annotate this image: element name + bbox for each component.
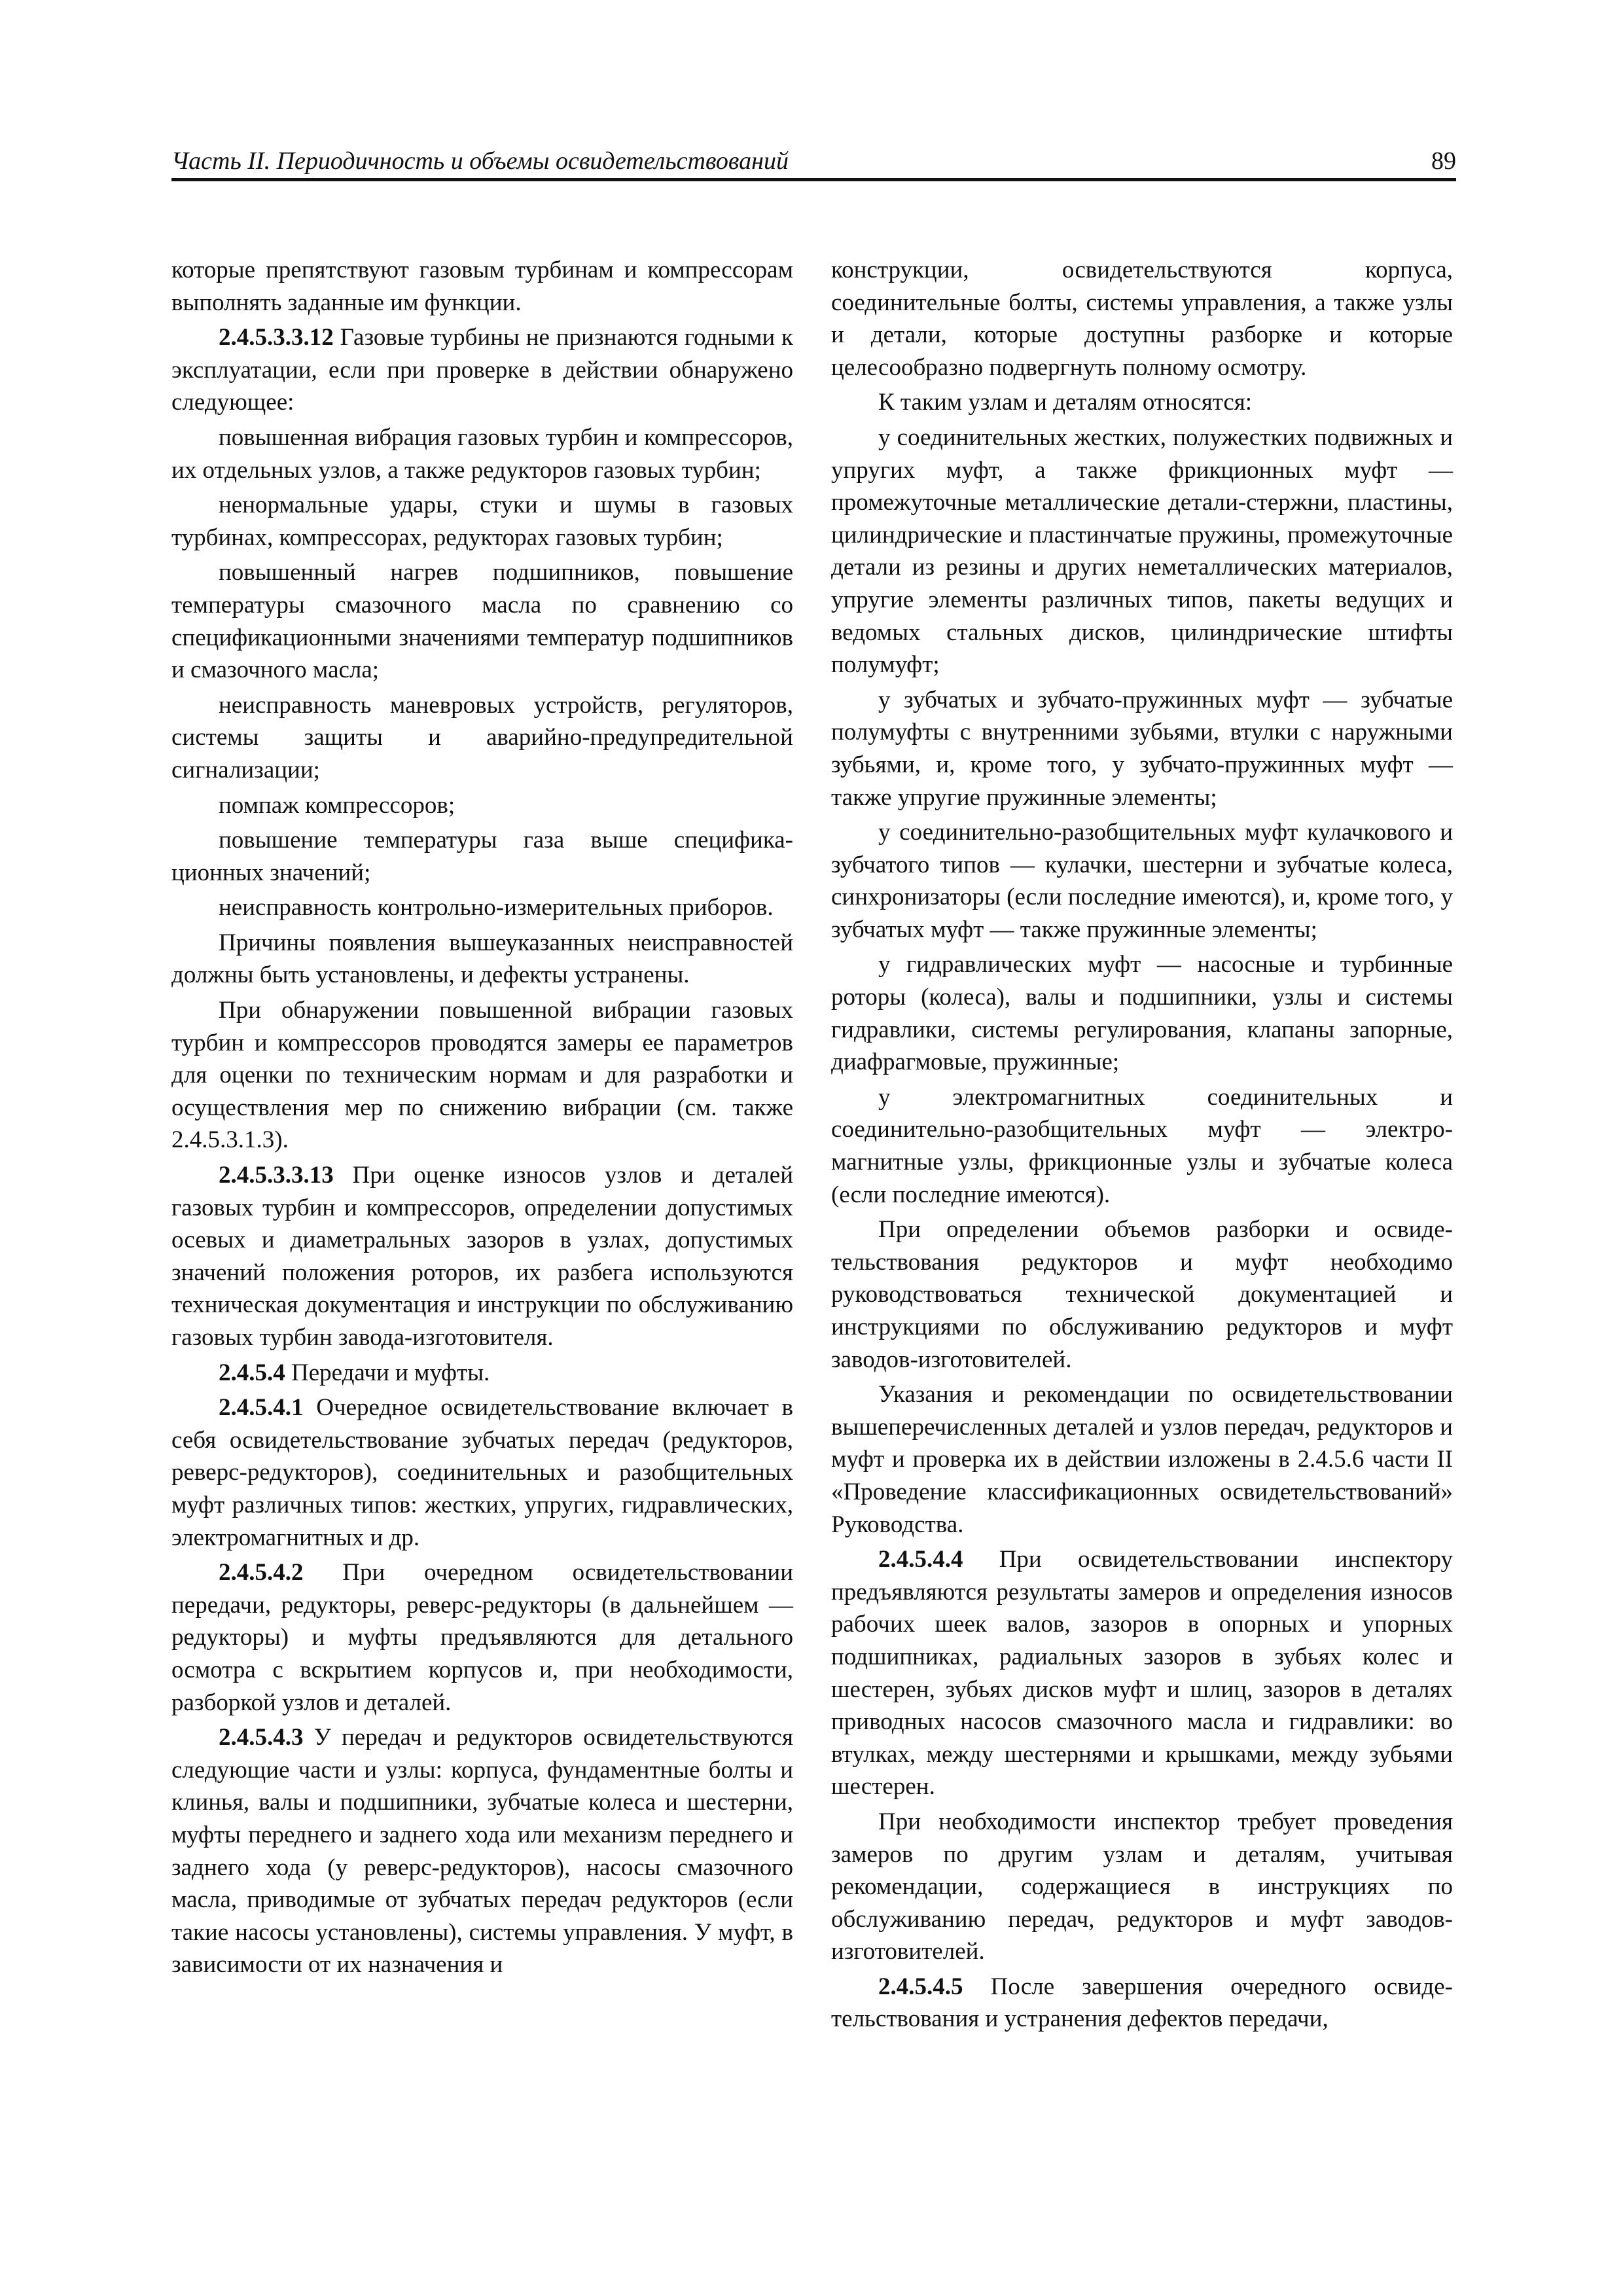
paragraph: [171, 489, 793, 554]
section-number: 2.4.5.3.3.13: [219, 1162, 334, 1189]
running-header: [171, 145, 1456, 179]
paragraph-text: конструкции, освидетельствуются корпуса, соединительные болты, системы управления, а также узлы и детали, которые доступны разборке и которые целесообразно подвергнуть полному осмотру.: [831, 257, 1453, 381]
paragraph-text: При освидетельствовании инспектору предъявляются результаты замеров и определения износов рабочих шеек валов, зазоров в опорных и упорных подшипниках, радиальных зазоров в зубьях колес и шестерен, зубьях дисков муфт и шлиц, зазоров в деталях приводных насосов смазочного масла и гидравлики: во втулках, между шестернями и крышками, между зубьями шестерен.: [831, 1546, 1453, 1801]
paragraph-text: повышенный нагрев подшипников, повышение температуры смазочного масла по сравнению со спецификационными значениями температур подшипников и смазочного масла;: [171, 559, 793, 684]
section-number: 2.4.5.4.1: [219, 1394, 304, 1422]
paragraph: [831, 1806, 1453, 1968]
paragraph-text: Причины появления вышеуказанных неисправностей должны быть установлены, и дефекты устранены.: [171, 929, 793, 989]
paragraph: [171, 927, 793, 992]
paragraph-text: У передач и редукторов освидетельствуются следующие части и узлы: корпуса, фундаментные болты и клинья, валы и подшипники, зубчатые колеса и шестерни, муфты переднего и заднего хода или механизм переднего и заднего хода (у реверс-редукторов), насосы смазочного масла, приводимые от зубчатых передач редукторов (если такие насосы установлены), системы управления. У муфт, в зависимости от их назначения и: [171, 1724, 793, 1979]
paragraph-text: Газовые турбины не признаются годными к эксплуатации, если при проверке в действии обнаружено следующее:: [171, 324, 793, 416]
paragraph: [831, 422, 1453, 681]
section-number: 2.4.5.4.2: [219, 1559, 304, 1587]
paragraph: [831, 948, 1453, 1078]
section-number: 2.4.5.4.4: [878, 1546, 963, 1573]
paragraph: [831, 684, 1453, 814]
paragraph-text: При обнаружении повышенной вибрации газовых турбин и компрессоров проводятся замеры ее параметров для оценки по техническим нормам и для разработки и осуществления мер по снижению вибрации (см. также 2.4.5.3.1.3).: [171, 997, 793, 1154]
paragraph-text: у соединительно-разобщительных муфт кулачкового и зубчатого типов — кулачки, шестерни и зубчатые колеса, синхронизаторы (если последние имеются), и, кроме того, у зубчатых муфт — также пружинные элементы;: [831, 819, 1453, 943]
paragraph: [171, 891, 793, 924]
paragraph: [831, 1543, 1453, 1803]
paragraph: [171, 689, 793, 787]
paragraph: [171, 1357, 793, 1390]
paragraph-text: Очередное освидетельствование включает в себя освидетельствование зубчатых передач (редукторов, реверс-редукторов), соединительных и разобщительных муфт различных типов: жестких, упругих, гидравлических, электромагнитных и др.: [171, 1394, 793, 1551]
paragraph: [171, 1556, 793, 1719]
paragraph: [831, 1971, 1453, 2036]
section-number: 2.4.5.4.5: [878, 1973, 963, 2000]
header-title: Часть II. Периодичность и объемы освидетельствований: [171, 147, 789, 175]
section-number: 2.4.5.4.3: [219, 1724, 304, 1751]
paragraph: [171, 321, 793, 419]
paragraph: [831, 816, 1453, 946]
paragraph-text: При необходимости инспектор требует проведения замеров по другим узлам и деталям, учитывая рекомендации, содержащиеся в инструкциях по обслуживанию передач, редукторов и муфт заводов-изготовителей.: [831, 1808, 1453, 1965]
paragraph-text: которые препятствуют газовым турбинам и компрессорам выполнять заданные им функции.: [171, 257, 793, 316]
left-column: [171, 254, 793, 1981]
paragraph: [831, 1213, 1453, 1376]
paragraph: [171, 994, 793, 1157]
paragraph-text: у зубчатых и зубчато-пружинных муфт — зубчатые полумуфты с внутренними зубьями, втулки с наружными зубьями, и, кроме того, у зубчато-пружинных муфт — также упругие пружинные элементы;: [831, 686, 1453, 811]
paragraph: [171, 254, 793, 319]
paragraph: [831, 254, 1453, 384]
paragraph: [171, 1391, 793, 1554]
header-rule: [171, 178, 1456, 181]
paragraph-text: у электромагнитных соединительных и соединительно-разобщительных муфт — электромагнитные узлы, фрикционные узлы и зубчатые колеса (если последние имеются).: [831, 1083, 1453, 1208]
paragraph-text: При очередном освидетельствовании передачи, редукторы, реверс-редукторы (в дальнейшем — редукторы) и муфты предъявляются для детального осмотра с вскрытием корпусов и, при необходимости, разборкой узлов и деталей.: [171, 1559, 793, 1716]
paragraph-text: у гидравлических муфт — насосные и турбинные роторы (колеса), валы и подшипники, узлы и системы гидравлики, системы регулирования, клапаны запорные, диафрагмовые, пружинные;: [831, 951, 1453, 1076]
page-number: 89: [1431, 147, 1456, 175]
paragraph: [171, 1159, 793, 1354]
paragraph: [831, 386, 1453, 419]
paragraph-text: К таким узлам и деталям относятся:: [878, 389, 1253, 416]
paragraph-text: помпаж компрессоров;: [219, 791, 455, 819]
paragraph: [831, 1081, 1453, 1211]
paragraph-text: повышенная вибрация газовых турбин и компрессоров, их отдельных узлов, а также редукторов газовых турбин;: [171, 423, 793, 484]
paragraph-text: повышение температуры газа выше спецификационных значений;: [171, 827, 793, 886]
paragraph: [171, 422, 793, 486]
paragraph: [171, 824, 793, 889]
paragraph: [831, 1378, 1453, 1541]
paragraph: [171, 789, 793, 822]
paragraph-text: Указания и рекомендации по освидетельствовании вышеперечисленных деталей и узлов передач, редукторов и муфт и проверка их в действии изложены в 2.4.5.6 части II «Проведение классификационных освидетельствований» Руководства.: [831, 1381, 1453, 1538]
paragraph-text: неисправность контрольно-измерительных приборов.: [219, 894, 774, 922]
paragraph-text: После завершения очередного освидетельствования и устранения дефектов передачи,: [831, 1973, 1453, 2033]
paragraph-text: Передачи и муфты.: [285, 1359, 490, 1386]
paragraph-text: неисправность маневровых устройств, регуляторов, системы защиты и аварийно-предупредительной сигнализации;: [171, 691, 793, 783]
right-column: [831, 254, 1453, 2036]
paragraph: [171, 1721, 793, 1981]
paragraph: [171, 556, 793, 686]
section-number: 2.4.5.3.3.12: [219, 324, 334, 351]
paragraph-text: При определении объемов разборки и освидетельствования редукторов и муфт необходимо руководствоваться технической документацией и инструкциями по обслуживанию редукторов и муфт заводов-изготовителей.: [831, 1216, 1453, 1373]
section-number: 2.4.5.4: [219, 1359, 285, 1386]
paragraph-text: При оценке износов узлов и деталей газовых турбин и компрессоров, определении допустимых осевых и диаметральных зазоров в узлах, допустимых значений положения роторов, их разбега используются техническая документация и инструкции по обслуживанию газовых турбин завода-изготовителя.: [171, 1162, 793, 1351]
paragraph-text: у соединительных жестких, полужестких подвижных и упругих муфт, а также фрикционных муфт — промежуточные металлические детали-стержни, пластины, цилиндрические и пластинчатые пружины, промежуточные детали из резины и других неметаллических материалов, упругие элементы различных типов, пакеты ведущих и ведомых стальных дисков, цилиндрические штифты полумуфт;: [831, 423, 1453, 679]
paragraph-text: ненормальные удары, стуки и шумы в газовых турбинах, компрессорах, редукторах газовых турбин;: [171, 492, 793, 551]
